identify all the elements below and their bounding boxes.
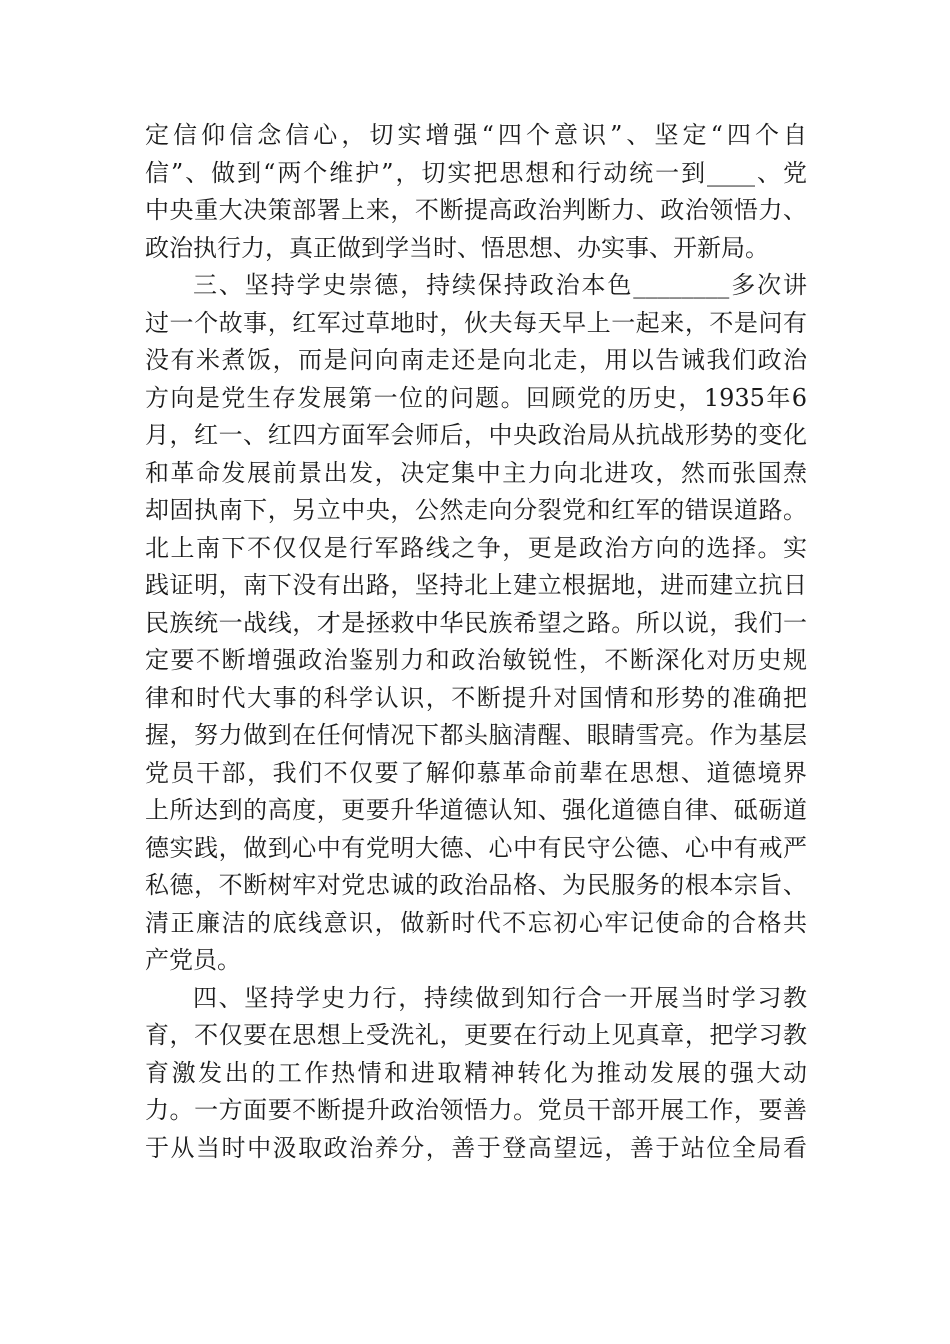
text-line: 育激发出的工作热情和进取精神转化为推动发展的强大动	[145, 1058, 807, 1087]
text-line: 于从当时中汲取政治养分，善于登高望远，善于站位全局看	[145, 1133, 807, 1162]
text-line: 民族统一战线，才是拯救中华民族希望之路。所以说，我们一	[145, 608, 807, 637]
text-line: 过一个故事，红军过草地时，伙夫每天早上一起来，不是问有	[145, 308, 807, 337]
text-line: 月，红一、红四方面军会师后，中央政治局从抗战形势的变化	[145, 421, 807, 449]
text-line: 践证明，南下没有出路，坚持北上建立根据地，进而建立抗日	[145, 571, 807, 599]
section-three-heading-line: 三、坚持学史崇德，持续保持政治本色________多次讲	[193, 271, 807, 299]
text-line: 北上南下不仅仅是行军路线之争，更是政治方向的选择。实	[145, 533, 807, 562]
text-line: 产党员。	[145, 946, 241, 974]
text-line: 上所达到的高度，更要升华道德认知、强化道德自律、砥砺道	[145, 796, 807, 824]
text-line: 育，不仅要在思想上受洗礼，更要在行动上见真章，把学习教	[145, 1021, 807, 1049]
text-line: 却固执南下，另立中央，公然走向分裂党和红军的错误道路。	[145, 496, 807, 524]
body-text	[145, 117, 807, 1167]
text-line: 中央重大决策部署上来，不断提高政治判断力、政治领悟力、	[145, 196, 807, 224]
text-line: 党员干部，我们不仅要了解仰慕革命前辈在思想、道德境界	[145, 758, 807, 787]
text-line: 定信仰信念信心，切实增强“四个意识”、坚定“四个自	[145, 121, 807, 149]
text-line: 定要不断增强政治鉴别力和政治敏锐性，不断深化对历史规	[145, 646, 807, 674]
text-line: 方向是党生存发展第一位的问题。回顾党的历史，1935年6	[145, 383, 807, 412]
text-line: 力。一方面要不断提升政治领悟力。党员干部开展工作，要善	[145, 1096, 807, 1124]
text-line: 政治执行力，真正做到学当时、悟思想、办实事、开新局。	[145, 233, 769, 262]
text-line: 清正廉洁的底线意识，做新时代不忘初心牢记使命的合格共	[145, 908, 807, 937]
text-line: 私德，不断树牢对党忠诚的政治品格、为民服务的根本宗旨、	[145, 871, 807, 899]
section-four-heading-line: 四、坚持学史力行，持续做到知行合一开展当时学习教	[193, 983, 807, 1012]
text-line: 德实践，做到心中有党明大德、心中有民守公德、心中有戒严	[145, 833, 807, 862]
text-line: 没有米煮饭，而是问向南走还是向北走，用以告诫我们政治	[145, 346, 807, 374]
text-line: 握，努力做到在任何情况下都头脑清醒、眼睛雪亮。作为基层	[145, 721, 807, 749]
text-line: 律和时代大事的科学认识，不断提升对国情和形势的准确把	[145, 683, 807, 712]
text-line: 和革命发展前景出发，决定集中主力向北进攻，然而张国焘	[145, 458, 807, 487]
text-line: 信”、做到“两个维护”，切实把思想和行动统一到____、党	[145, 158, 807, 187]
